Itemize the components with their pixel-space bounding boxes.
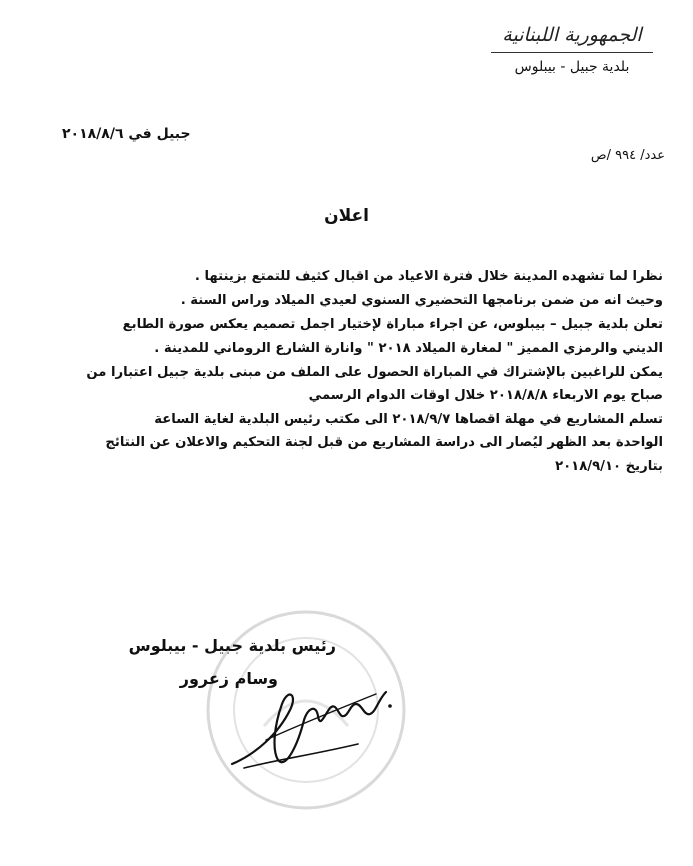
paragraph-program: وحيث انه من ضمن برنامجها التحضيري السنوي لعيدي الميلاد ورأس السنة . (180, 294, 663, 308)
signatory-name: وسام زعرور (179, 669, 278, 688)
handwritten-signature (226, 664, 396, 776)
letterhead (477, 24, 667, 75)
announcement-heading: اعلان (324, 206, 369, 226)
letterhead-republic: الجمهورية اللبنانية (502, 24, 642, 46)
paragraph-registration (44, 366, 663, 402)
document-date: جبيل في ٢٠١٨/٨/٦ (62, 126, 191, 142)
paragraph-line: تسلم المشاريع في مهلة اقصاها ٢٠١٨/٩/٧ الى مكتب رئيس البلدية لغاية الساعة (154, 413, 663, 427)
letterhead-divider (491, 52, 653, 53)
paragraph-line: يمكن للراغبين بالإشتراك في المباراة الحصول على الملف من مبنى بلدية جبيل اعتباراً من (86, 365, 663, 380)
signatory-title: رئيس بلدية جبيل - بيبلوس (128, 636, 336, 655)
letterhead-municipality: بلدية جبيل - بيبلوس (514, 59, 630, 75)
paragraph-intro: نظراً لما تشهده المدينة خلال فترة الأعياد من اقبال كثيف للتمتع بزينتها . (194, 270, 663, 284)
paragraph-line: صباح يوم الأربعاء ٢٠١٨/٨/٨ خلال اوقات الدوام الرسمي (308, 389, 663, 403)
paragraph-line: تعلن بلدية جبيل – بيبلوس، عن اجراء مباراة لإختيار أجمل تصميم يعكس صورة الطابع (122, 318, 663, 332)
paragraph-submission (44, 413, 663, 473)
paragraph-line: الواحدة بعد الظهر ليُصار الى دراسة المشاريع من قبل لجنة التحكيم والاعلان عن النتائج (105, 436, 663, 450)
paragraph-line: الديني والرمزي المميز " لمغارة الميلاد ٢٠١٨ " وانارة الشارع الروماني للمدينة . (154, 341, 663, 355)
paragraph-line: بتاريخ ٢٠١٨/٩/١٠ (555, 459, 663, 473)
announcement-body (44, 270, 663, 484)
reference-number: عدد/ ٩٩٤ /ص (590, 148, 665, 163)
paragraph-competition (44, 318, 663, 354)
